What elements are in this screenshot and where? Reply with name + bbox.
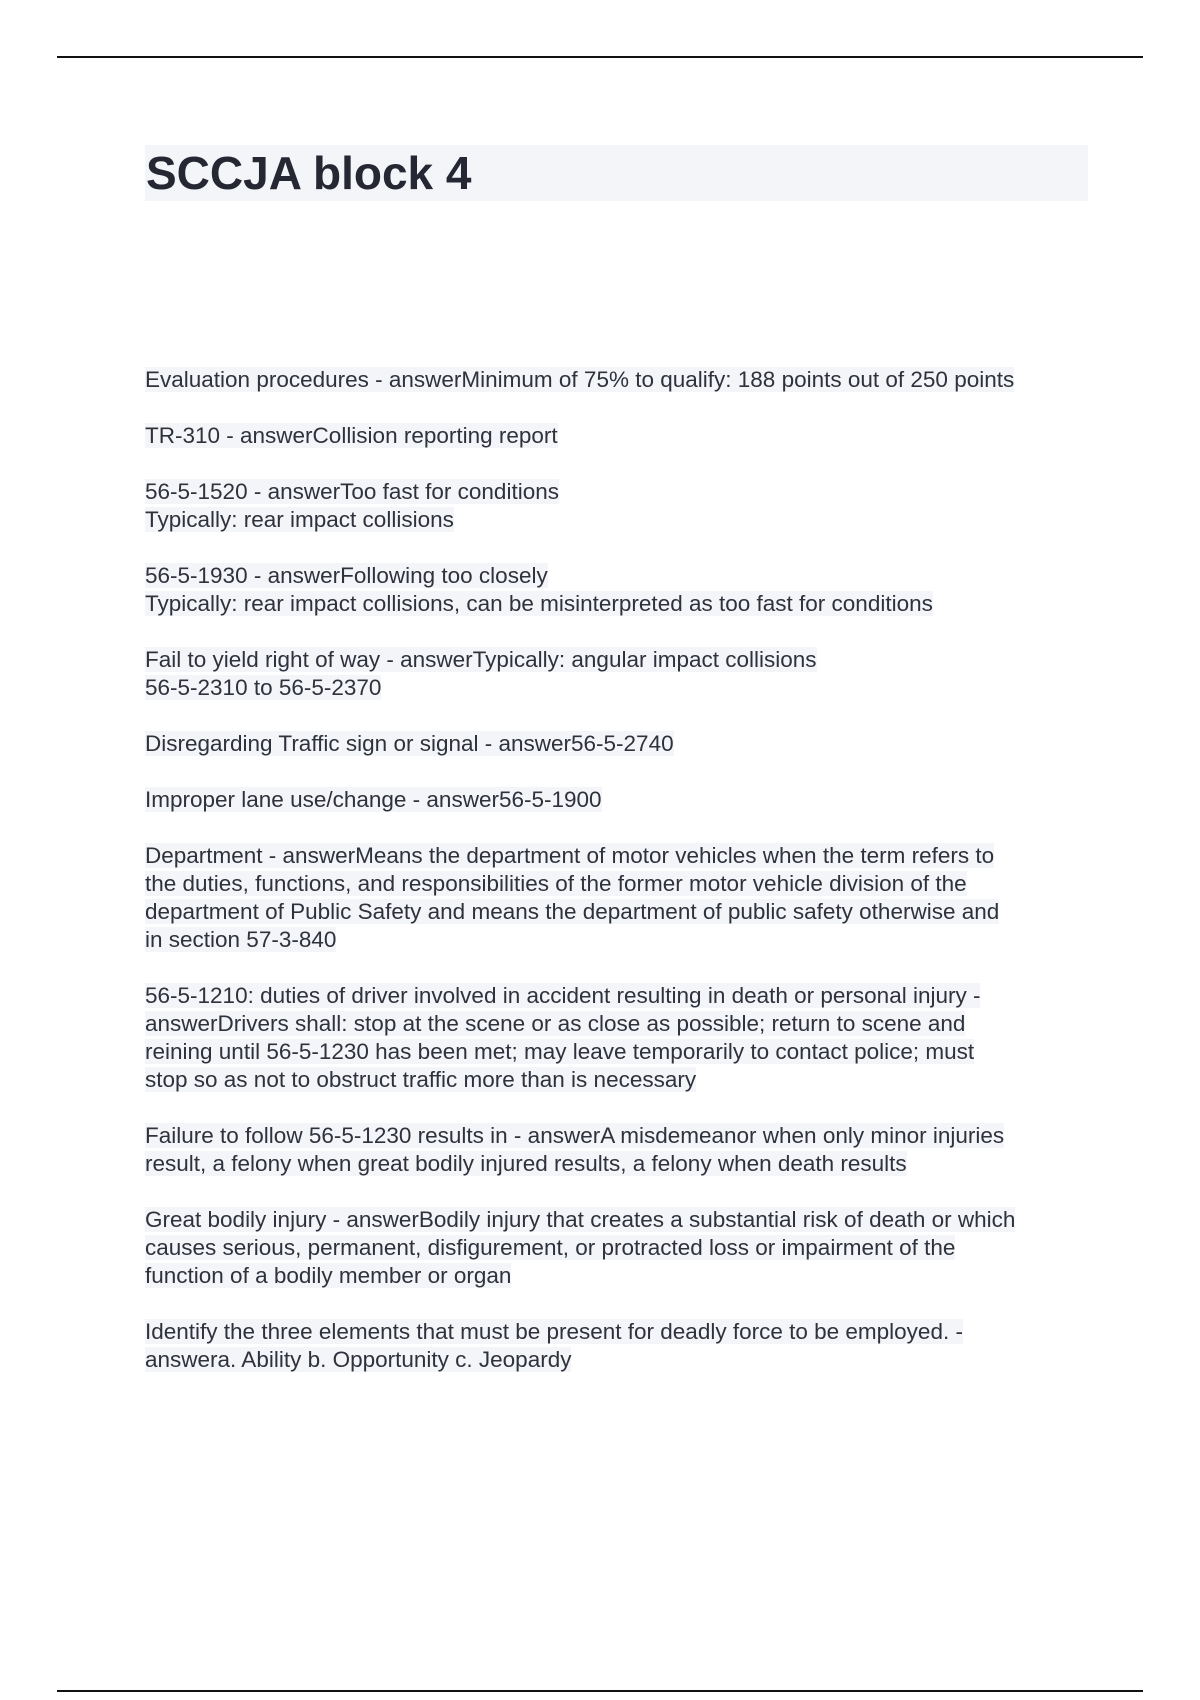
qa-item: [145, 422, 1095, 450]
qa-line: [145, 1122, 1095, 1150]
title-block: [145, 145, 1088, 201]
qa-line: [145, 898, 1095, 926]
qa-line-text: Disregarding Traffic sign or signal - answer56-5-2740: [145, 731, 674, 756]
qa-line-text: the duties, functions, and responsibilities of the former motor vehicle division of the: [145, 871, 967, 896]
qa-line: [145, 562, 1095, 590]
qa-line-text: function of a bodily member or organ: [145, 1263, 512, 1288]
qa-line: [145, 982, 1095, 1010]
qa-line-text: Improper lane use/change - answer56-5-1900: [145, 787, 602, 812]
qa-line: [145, 1346, 1095, 1374]
qa-item: [145, 1318, 1095, 1374]
qa-line-text: Department - answerMeans the department of motor vehicles when the term refers to: [145, 843, 995, 868]
qa-line: [145, 926, 1095, 954]
qa-line: [145, 422, 1095, 450]
qa-item: [145, 366, 1095, 394]
qa-line: [145, 1262, 1095, 1290]
qa-line-text: answerDrivers shall: stop at the scene or as close as possible; return to scene and: [145, 1011, 966, 1036]
qa-line-text: TR-310 - answerCollision reporting report: [145, 423, 558, 448]
qa-item: [145, 646, 1095, 702]
qa-line: [145, 674, 1095, 702]
qa-line: [145, 478, 1095, 506]
qa-line: [145, 1318, 1095, 1346]
qa-line-text: result, a felony when great bodily injured results, a felony when death results: [145, 1151, 907, 1176]
qa-line-text: causes serious, permanent, disfigurement, or protracted loss or impairment of the: [145, 1235, 956, 1260]
qa-line-text: reining until 56-5-1230 has been met; may leave temporarily to contact police; must: [145, 1039, 975, 1064]
qa-item: [145, 730, 1095, 758]
qa-line: [145, 730, 1095, 758]
qa-list: [145, 366, 1095, 1402]
qa-item: [145, 562, 1095, 618]
qa-line-text: Great bodily injury - answerBodily injury that creates a substantial risk of death or which: [145, 1207, 1016, 1232]
qa-line-text: 56-5-2310 to 56-5-2370: [145, 675, 382, 700]
qa-line-text: Typically: rear impact collisions: [145, 507, 454, 532]
qa-line-text: Fail to yield right of way - answerTypically: angular impact collisions: [145, 647, 817, 672]
bottom-divider: [57, 1690, 1143, 1692]
qa-line-text: Typically: rear impact collisions, can be misinterpreted as too fast for conditions: [145, 591, 933, 616]
qa-line-text: Evaluation procedures - answerMinimum of 75% to qualify: 188 points out of 250 points: [145, 367, 1015, 392]
qa-item: [145, 478, 1095, 534]
qa-line-text: Failure to follow 56-5-1230 results in - answerA misdemeanor when only minor injuries: [145, 1123, 1005, 1148]
qa-line: [145, 1150, 1095, 1178]
qa-line-text: 56-5-1520 - answerToo fast for conditions: [145, 479, 559, 504]
qa-item: [145, 982, 1095, 1094]
qa-line: [145, 506, 1095, 534]
qa-item: [145, 786, 1095, 814]
top-divider: [57, 56, 1143, 58]
qa-line: [145, 366, 1095, 394]
qa-line-text: answera. Ability b. Opportunity c. Jeopardy: [145, 1347, 572, 1372]
qa-line: [145, 842, 1095, 870]
qa-line: [145, 1066, 1095, 1094]
qa-line-text: Identify the three elements that must be present for deadly force to be employed. -: [145, 1319, 963, 1344]
qa-line-text: 56-5-1210: duties of driver involved in accident resulting in death or personal injury -: [145, 983, 981, 1008]
qa-line: [145, 1010, 1095, 1038]
qa-line-text: stop so as not to obstruct traffic more than is necessary: [145, 1067, 697, 1092]
qa-line-text: department of Public Safety and means the department of public safety otherwise and: [145, 899, 1000, 924]
qa-item: [145, 1206, 1095, 1290]
qa-line: [145, 1038, 1095, 1066]
qa-line: [145, 590, 1095, 618]
qa-item: [145, 842, 1095, 954]
qa-line: [145, 786, 1095, 814]
qa-line: [145, 1206, 1095, 1234]
qa-line: [145, 646, 1095, 674]
qa-line-text: 56-5-1930 - answerFollowing too closely: [145, 563, 548, 588]
qa-line: [145, 1234, 1095, 1262]
page-title: SCCJA block 4: [146, 147, 472, 199]
qa-line-text: in section 57-3-840: [145, 927, 337, 952]
qa-item: [145, 1122, 1095, 1178]
qa-line: [145, 870, 1095, 898]
